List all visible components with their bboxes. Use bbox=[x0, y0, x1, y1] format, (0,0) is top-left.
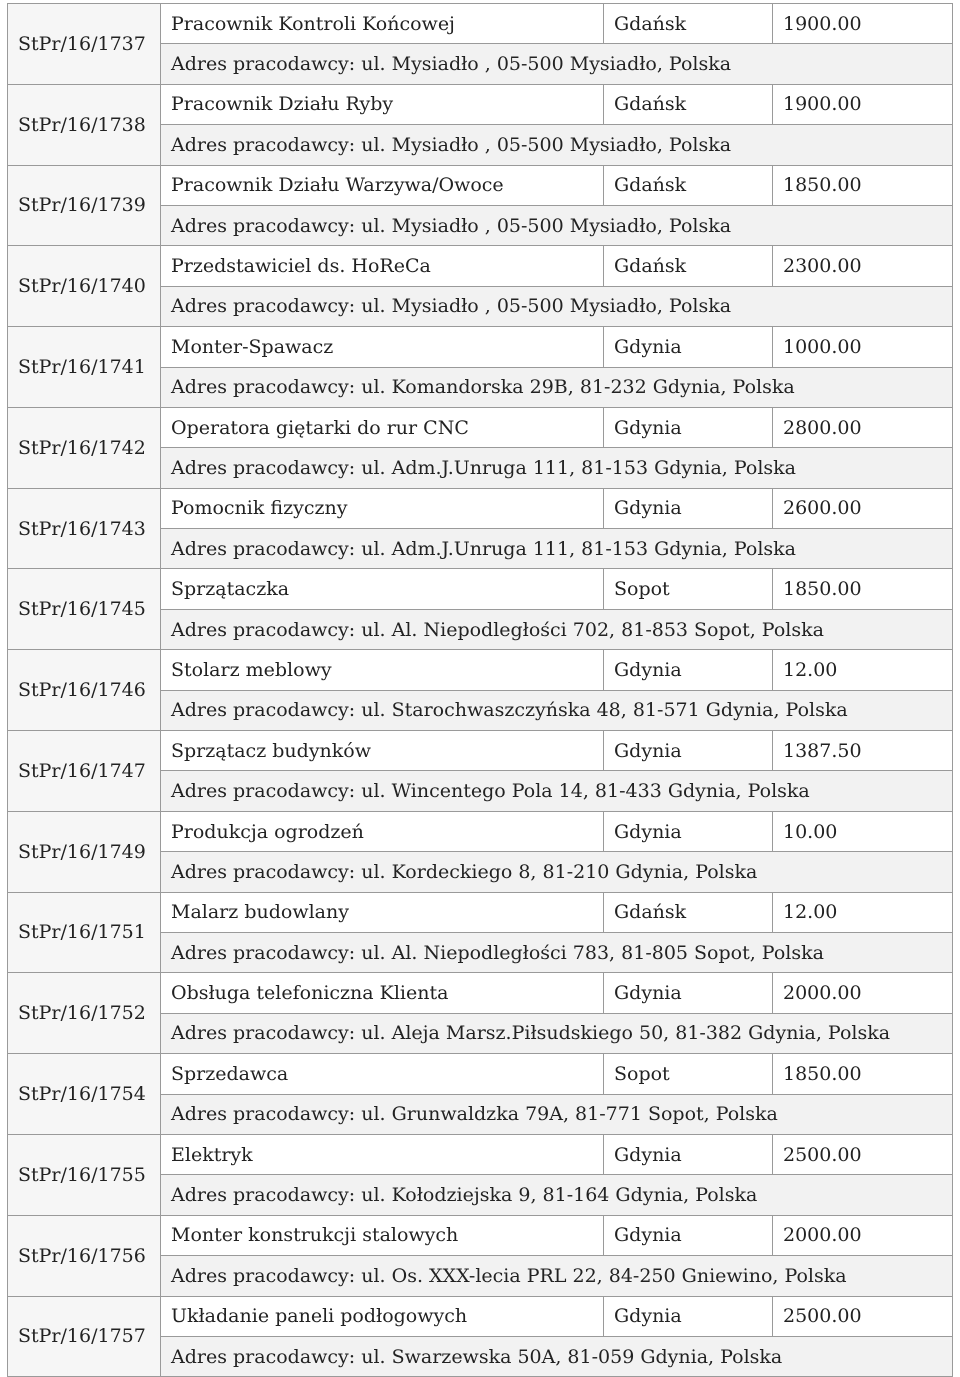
offer-city: Gdynia bbox=[604, 1134, 773, 1174]
offer-salary: 1850.00 bbox=[773, 165, 953, 205]
offer-city: Sopot bbox=[604, 569, 773, 609]
offer-row bbox=[8, 488, 953, 528]
offer-row bbox=[8, 1134, 953, 1174]
offer-salary: 2300.00 bbox=[773, 246, 953, 286]
offer-city: Gdynia bbox=[604, 488, 773, 528]
offer-salary: 2000.00 bbox=[773, 1215, 953, 1255]
offer-employer-address: Adres pracodawcy: ul. Os. XXX-lecia PRL 22, 84-250 Gniewino, Polska bbox=[161, 1256, 953, 1296]
offer-employer-address: Adres pracodawcy: ul. Mysiadło , 05-500 Mysiadło, Polska bbox=[161, 44, 953, 84]
job-offers-body bbox=[8, 4, 953, 1377]
offer-id: StPr/16/1755 bbox=[8, 1134, 161, 1215]
offer-position: Malarz budowlany bbox=[161, 892, 604, 932]
offer-row bbox=[8, 84, 953, 124]
offer-employer-address: Adres pracodawcy: ul. Al. Niepodległości 783, 81-805 Sopot, Polska bbox=[161, 932, 953, 972]
offer-position: Układanie paneli podłogowych bbox=[161, 1296, 604, 1336]
offer-position: Obsługa telefoniczna Klienta bbox=[161, 973, 604, 1013]
offer-position: Sprzątacz budynków bbox=[161, 731, 604, 771]
offer-salary: 2000.00 bbox=[773, 973, 953, 1013]
offer-row bbox=[8, 246, 953, 286]
offer-row bbox=[8, 892, 953, 932]
offer-city: Gdynia bbox=[604, 973, 773, 1013]
offer-city: Gdańsk bbox=[604, 165, 773, 205]
offer-position: Sprzedawca bbox=[161, 1054, 604, 1094]
offer-salary: 2600.00 bbox=[773, 488, 953, 528]
offer-employer-address: Adres pracodawcy: ul. Grunwaldzka 79A, 81-771 Sopot, Polska bbox=[161, 1094, 953, 1134]
offer-id: StPr/16/1757 bbox=[8, 1296, 161, 1377]
offer-city: Gdynia bbox=[604, 327, 773, 367]
offer-row bbox=[8, 327, 953, 367]
offer-city: Gdynia bbox=[604, 1296, 773, 1336]
offer-salary: 1387.50 bbox=[773, 731, 953, 771]
offer-salary: 2500.00 bbox=[773, 1296, 953, 1336]
offer-employer-address: Adres pracodawcy: ul. Mysiadło , 05-500 Mysiadło, Polska bbox=[161, 205, 953, 245]
offer-id: StPr/16/1743 bbox=[8, 488, 161, 569]
offer-id: StPr/16/1752 bbox=[8, 973, 161, 1054]
offer-salary: 1900.00 bbox=[773, 4, 953, 44]
offer-position: Operatora giętarki do rur CNC bbox=[161, 407, 604, 447]
offer-position: Przedstawiciel ds. HoReCa bbox=[161, 246, 604, 286]
offer-city: Gdańsk bbox=[604, 246, 773, 286]
offer-employer-address: Adres pracodawcy: ul. Starochwaszczyńska 48, 81-571 Gdynia, Polska bbox=[161, 690, 953, 730]
offer-id: StPr/16/1747 bbox=[8, 731, 161, 812]
job-offers-table bbox=[7, 3, 953, 1377]
offer-employer-address: Adres pracodawcy: ul. Aleja Marsz.Piłsudskiego 50, 81-382 Gdynia, Polska bbox=[161, 1013, 953, 1053]
offer-position: Monter-Spawacz bbox=[161, 327, 604, 367]
offer-row bbox=[8, 1215, 953, 1255]
offer-employer-address: Adres pracodawcy: ul. Al. Niepodległości 702, 81-853 Sopot, Polska bbox=[161, 609, 953, 649]
offer-city: Gdynia bbox=[604, 731, 773, 771]
offer-row bbox=[8, 973, 953, 1013]
offer-row bbox=[8, 1054, 953, 1094]
offer-salary: 2500.00 bbox=[773, 1134, 953, 1174]
offer-position: Sprzątaczka bbox=[161, 569, 604, 609]
offer-position: Monter konstrukcji stalowych bbox=[161, 1215, 604, 1255]
offer-id: StPr/16/1738 bbox=[8, 84, 161, 165]
offer-row bbox=[8, 165, 953, 205]
offer-id: StPr/16/1746 bbox=[8, 650, 161, 731]
offer-city: Gdynia bbox=[604, 650, 773, 690]
offer-salary: 1850.00 bbox=[773, 569, 953, 609]
offer-row bbox=[8, 569, 953, 609]
offer-position: Pracownik Działu Warzywa/Owoce bbox=[161, 165, 604, 205]
offer-position: Pracownik Kontroli Końcowej bbox=[161, 4, 604, 44]
offer-employer-address: Adres pracodawcy: ul. Adm.J.Unruga 111, 81-153 Gdynia, Polska bbox=[161, 448, 953, 488]
offer-row bbox=[8, 407, 953, 447]
offer-row bbox=[8, 811, 953, 851]
offer-employer-address: Adres pracodawcy: ul. Komandorska 29B, 81-232 Gdynia, Polska bbox=[161, 367, 953, 407]
offer-position: Produkcja ogrodzeń bbox=[161, 811, 604, 851]
offer-id: StPr/16/1751 bbox=[8, 892, 161, 973]
offer-row bbox=[8, 731, 953, 771]
offer-salary: 1900.00 bbox=[773, 84, 953, 124]
offer-id: StPr/16/1756 bbox=[8, 1215, 161, 1296]
offer-employer-address: Adres pracodawcy: ul. Kordeckiego 8, 81-210 Gdynia, Polska bbox=[161, 852, 953, 892]
offer-position: Pracownik Działu Ryby bbox=[161, 84, 604, 124]
offer-id: StPr/16/1739 bbox=[8, 165, 161, 246]
offer-salary: 2800.00 bbox=[773, 407, 953, 447]
offer-id: StPr/16/1745 bbox=[8, 569, 161, 650]
offer-salary: 12.00 bbox=[773, 650, 953, 690]
offer-position: Elektryk bbox=[161, 1134, 604, 1174]
offer-position: Pomocnik fizyczny bbox=[161, 488, 604, 528]
offer-employer-address: Adres pracodawcy: ul. Kołodziejska 9, 81-164 Gdynia, Polska bbox=[161, 1175, 953, 1215]
offer-id: StPr/16/1742 bbox=[8, 407, 161, 488]
offer-position: Stolarz meblowy bbox=[161, 650, 604, 690]
offer-city: Gdynia bbox=[604, 811, 773, 851]
offer-city: Gdańsk bbox=[604, 892, 773, 932]
offer-salary: 10.00 bbox=[773, 811, 953, 851]
offer-employer-address: Adres pracodawcy: ul. Adm.J.Unruga 111, 81-153 Gdynia, Polska bbox=[161, 529, 953, 569]
offer-city: Gdynia bbox=[604, 1215, 773, 1255]
offer-id: StPr/16/1754 bbox=[8, 1054, 161, 1135]
offer-id: StPr/16/1737 bbox=[8, 4, 161, 85]
offer-salary: 1850.00 bbox=[773, 1054, 953, 1094]
offer-id: StPr/16/1749 bbox=[8, 811, 161, 892]
offer-city: Gdańsk bbox=[604, 4, 773, 44]
offer-row bbox=[8, 4, 953, 44]
offer-salary: 12.00 bbox=[773, 892, 953, 932]
offer-employer-address: Adres pracodawcy: ul. Wincentego Pola 14, 81-433 Gdynia, Polska bbox=[161, 771, 953, 811]
offer-city: Gdańsk bbox=[604, 84, 773, 124]
offer-employer-address: Adres pracodawcy: ul. Mysiadło , 05-500 Mysiadło, Polska bbox=[161, 125, 953, 165]
offer-employer-address: Adres pracodawcy: ul. Mysiadło , 05-500 Mysiadło, Polska bbox=[161, 286, 953, 326]
offer-employer-address: Adres pracodawcy: ul. Swarzewska 50A, 81-059 Gdynia, Polska bbox=[161, 1336, 953, 1376]
offer-id: StPr/16/1740 bbox=[8, 246, 161, 327]
offer-row bbox=[8, 1296, 953, 1336]
offer-city: Sopot bbox=[604, 1054, 773, 1094]
offer-id: StPr/16/1741 bbox=[8, 327, 161, 408]
offer-city: Gdynia bbox=[604, 407, 773, 447]
offer-salary: 1000.00 bbox=[773, 327, 953, 367]
offer-row bbox=[8, 650, 953, 690]
